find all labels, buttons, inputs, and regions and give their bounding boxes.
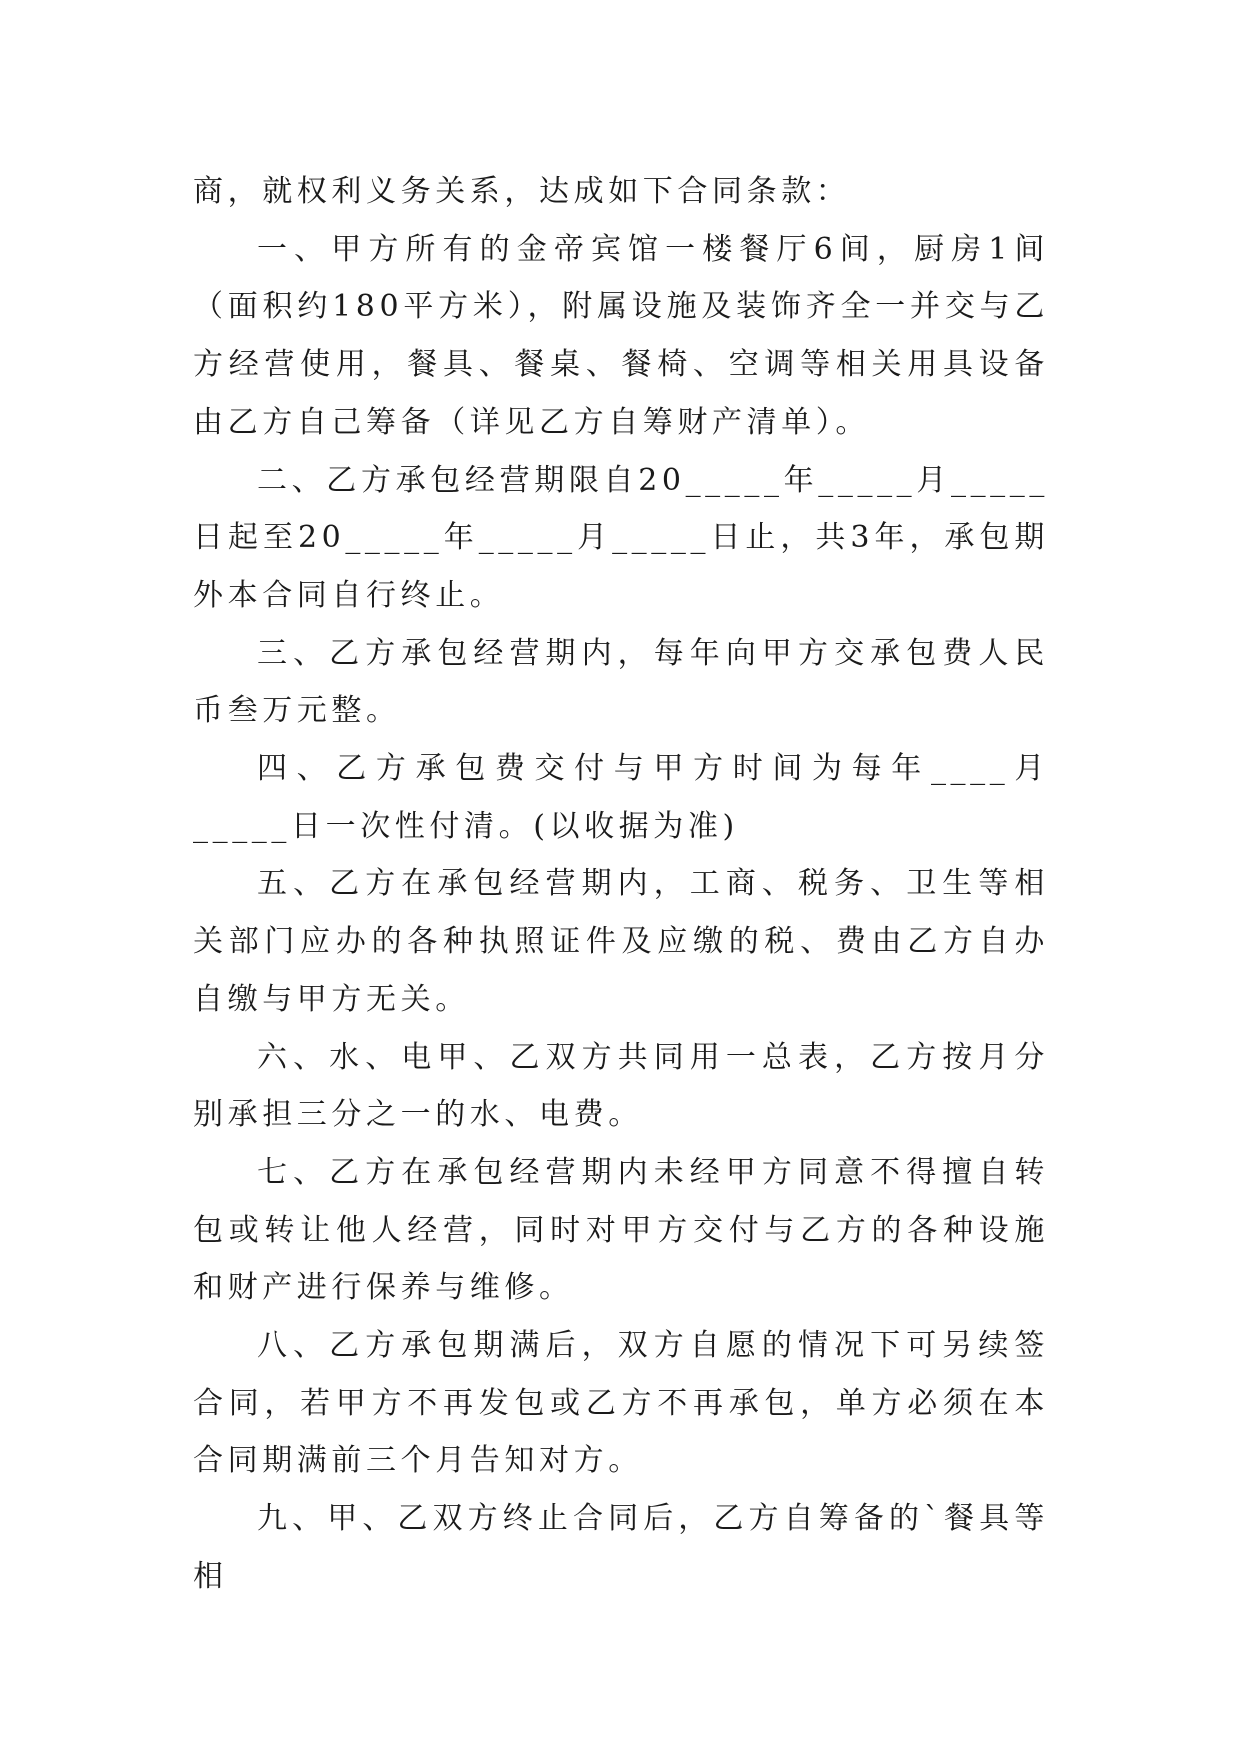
- paragraph-clause-6: 六、水、电甲、乙双方共同用一总表，乙方按月分别承担三分之一的水、电费。: [193, 1039, 1049, 1133]
- paragraph-clause-8: 八、乙方承包期满后，双方自愿的情况下可另续签合同，若甲方不再发包或乙方不再承包，单方必须在本合同期满前三个月告知对方。: [193, 1328, 1049, 1479]
- paragraph-clause-9: 九、甲、乙双方终止合同后，乙方自筹备的`餐具等相: [193, 1501, 1049, 1594]
- paragraph-clause-2: 二、乙方承包经营期限自20_____年_____月_____日起至20_____年_____月_____日止，共3年，承包期外本合同自行终止。: [193, 462, 1049, 613]
- paragraph-clause-4: 四、乙方承包费交付与甲方时间为每年____月_____日一次性付清。(以收据为准): [193, 751, 1049, 844]
- paragraph-clause-3: 三、乙方承包经营期内，每年向甲方交承包费人民币叁万元整。: [193, 635, 1049, 729]
- contract-body: [193, 163, 1049, 1606]
- paragraph-clause-7: 七、乙方在承包经营期内未经甲方同意不得擅自转包或转让他人经营，同时对甲方交付与乙方的各种设施和财产进行保养与维修。: [193, 1154, 1049, 1306]
- paragraph-clause-5: 五、乙方在承包经营期内，工商、税务、卫生等相关部门应办的各种执照证件及应缴的税、费由乙方自办自缴与甲方无关。: [193, 866, 1049, 1017]
- paragraph-intro: 商，就权利义务关系，达成如下合同条款：: [193, 174, 851, 209]
- paragraph-clause-1: 一、甲方所有的金帝宾馆一楼餐厅6间，厨房1间（面积约180平方米），附属设施及装饰齐全一并交与乙方经营使用，餐具、餐桌、餐椅、空调等相关用具设备由乙方自己筹备（详见乙方自筹财产清单）。: [193, 231, 1049, 440]
